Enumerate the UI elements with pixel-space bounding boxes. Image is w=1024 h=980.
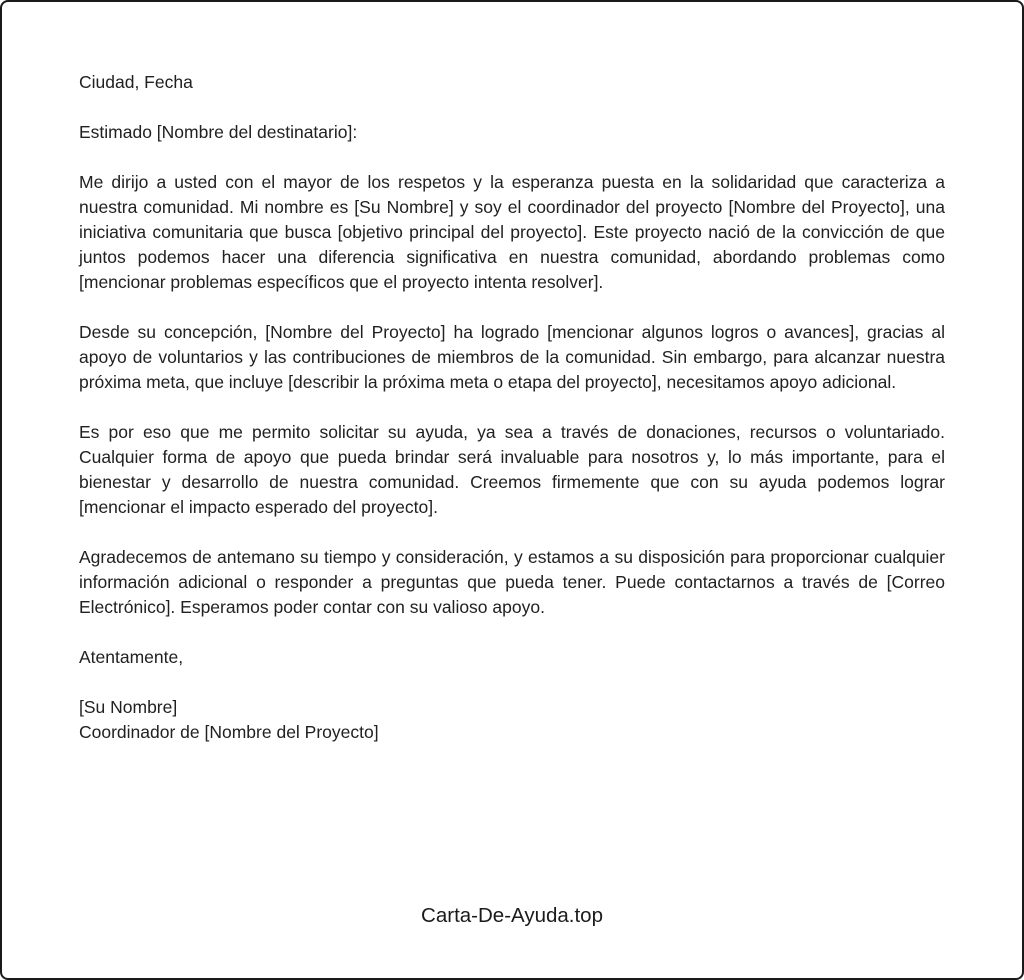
site-watermark: Carta-De-Ayuda.top xyxy=(421,904,603,927)
signature-title: Coordinador de [Nombre del Proyecto] xyxy=(79,722,379,742)
salutation: Estimado [Nombre del destinatario]: xyxy=(79,122,358,142)
letter-paragraph: Agradecemos de antemano su tiempo y consideración, y estamos a su disposición para proporcionar cualquier información adicional o responder a preguntas que pueda tener. Puede contactarnos a través de [Correo Electrónico]. Esperamos poder contar con su valioso apoyo. xyxy=(79,547,945,617)
closing: Atentamente, xyxy=(79,647,184,667)
letter-paragraph: Es por eso que me permito solicitar su ayuda, ya sea a través de donaciones, recursos o voluntariado. Cualquier forma de apoyo que pueda brindar será invaluable para nosotros y, lo más importante, para el bienestar y desarrollo de nuestra comunidad. Creemos firmemente que con su ayuda podemos lograr [mencionar el impacto esperado del proyecto]. xyxy=(79,422,945,517)
letter-paragraph: Desde su concepción, [Nombre del Proyecto] ha logrado [mencionar algunos logros o avances], gracias al apoyo de voluntarios y las contribuciones de miembros de la comunidad. Sin embargo, para alcanzar nuestra próxima meta, que incluye [describir la próxima meta o etapa del proyecto], necesitamos apoyo adicional. xyxy=(79,322,945,392)
signature-block xyxy=(79,695,945,745)
letter-paragraph: Me dirijo a usted con el mayor de los respetos y la esperanza puesta en la solidaridad que caracteriza a nuestra comunidad. Mi nombre es [Su Nombre] y soy el coordinador del proyecto [Nombre del Proyecto], una iniciativa comunitaria que busca [objetivo principal del proyecto]. Este proyecto nació de la convicción de que juntos podemos hacer una diferencia significativa en nuestra comunidad, abordando problemas como [mencionar problemas específicos que el proyecto intenta resolver]. xyxy=(79,172,945,292)
signature-name: [Su Nombre] xyxy=(79,697,178,717)
letter-body xyxy=(79,70,945,745)
date-line: Ciudad, Fecha xyxy=(79,72,193,92)
